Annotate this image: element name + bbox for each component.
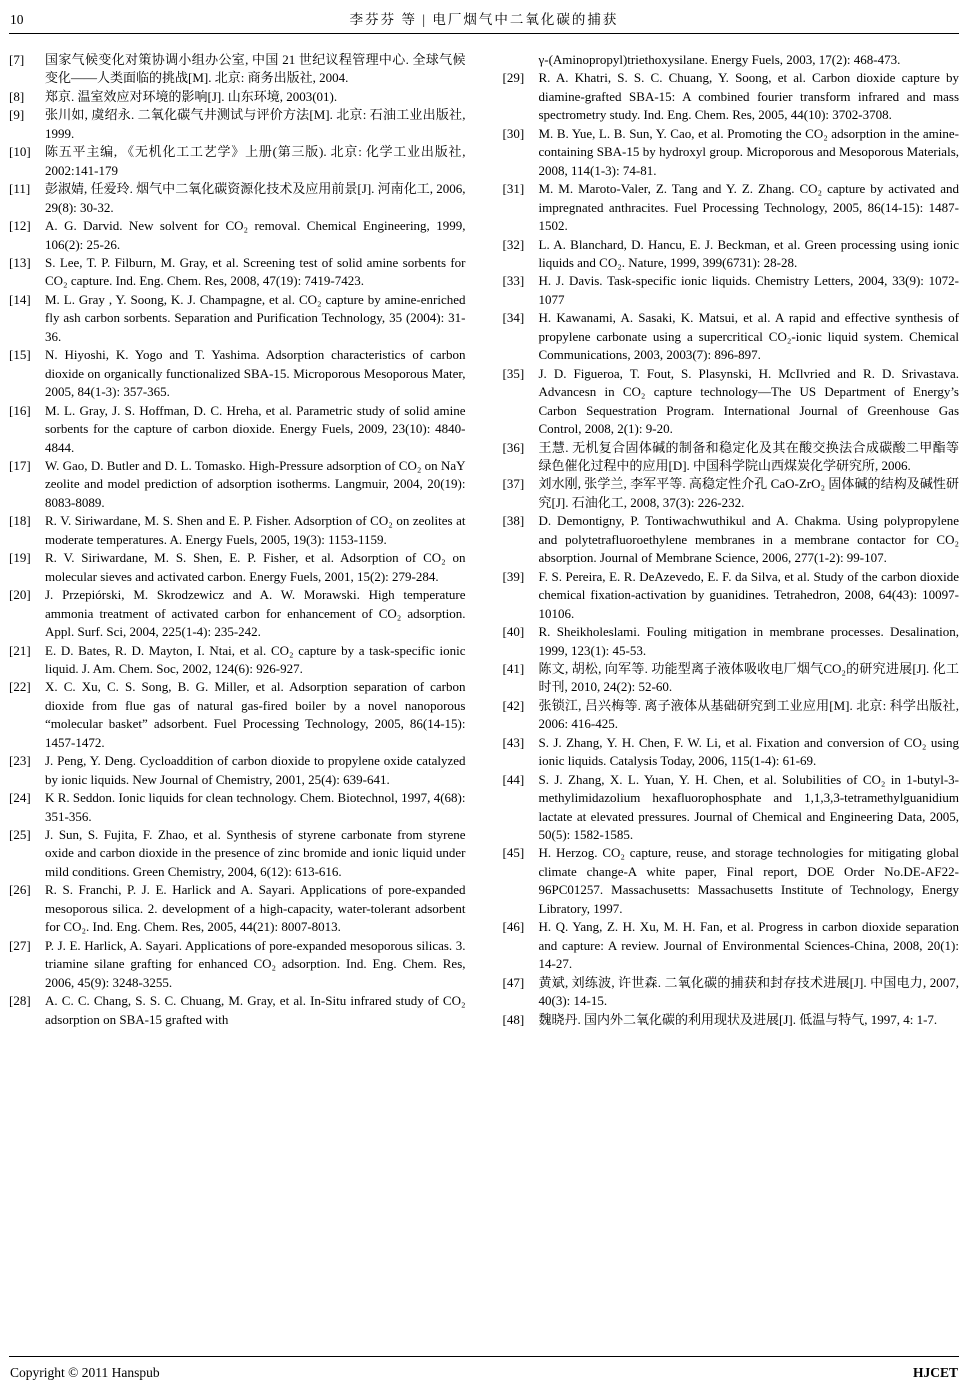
page-header xyxy=(9,6,959,31)
reference-item xyxy=(9,937,466,992)
reference-text: S. J. Zhang, X. L. Yuan, Y. H. Chen, et al. Solubilities of CO₂ in 1-butyl-3-methylimidazolium hexafluorophosphate and 1,1,3,3-tetramethylguanidium lactate at elevated pressures. Journal of Chemical and Engineering Data, 2005, 50(5): 1582-1585. xyxy=(538,771,959,843)
reference-text: A. C. C. Chang, S. S. C. Chuang, M. Gray, et al. In-Situ infrared study of CO₂ adsorption on SBA-15 grafted with xyxy=(45,993,466,1027)
reference-text: F. S. Pereira, E. R. DeAzevedo, E. F. da Silva, et al. Study of the carbon dioxide chemical fixation-activation by guanidines. Tetrahedron, 2008, 64(43): 10097- 10106. xyxy=(538,568,959,621)
reference-number: [40] xyxy=(502,624,525,640)
reference-text: H. Herzog. CO₂ capture, reuse, and storage technologies for mitigating global climate change-A white paper, Final report, DOE Order No.DE-AF22-96PC01257. Massachusetts: Massachusetts Institute of Technology, Energy Libratory, 1997. xyxy=(538,845,959,916)
reference-number: [35] xyxy=(502,365,525,381)
reference-number: [14] xyxy=(9,291,31,307)
reference-item xyxy=(503,236,960,273)
references-right-column xyxy=(503,51,960,1029)
reference-number: [43] xyxy=(502,734,525,750)
reference-item xyxy=(9,346,466,401)
reference-item xyxy=(9,180,466,217)
reference-number: [41] xyxy=(502,660,525,676)
reference-text: 刘水刚, 张学兰, 李军平等. 高稳定性介孔 CaO-ZrO₂ 固体碱的结构及碱性研究[J]. 石油化工, 2008, 37(3): 226-232. xyxy=(538,476,959,510)
reference-number: [11] xyxy=(9,181,31,197)
reference-item xyxy=(503,125,960,180)
reference-item xyxy=(503,51,960,69)
reference-text: E. D. Bates, R. D. Mayton, I. Ntai, et al. CO₂ capture by a task-specific ionic liquid. J. Am. Chem. Soc, 2002, 124(6): 926-927. xyxy=(45,642,466,676)
reference-item xyxy=(9,51,466,88)
running-title: 李芬芬 等 | 电厂烟气中二氧化碳的捕获 xyxy=(349,12,619,27)
reference-text: 彭淑婧, 任爱玲. 烟气中二氧化碳资源化技术及应用前景[J]. 河南化工, 2006, 29(8): 30-32. xyxy=(45,181,466,215)
reference-number xyxy=(503,51,539,69)
reference-item xyxy=(503,512,960,567)
reference-number: [15] xyxy=(9,347,31,363)
reference-item xyxy=(9,457,466,512)
page-number: 10 xyxy=(10,12,24,27)
reference-item xyxy=(503,568,960,623)
page-footer xyxy=(9,1365,959,1381)
reference-number: [13] xyxy=(9,254,31,270)
reference-item xyxy=(9,106,466,143)
reference-number: [8] xyxy=(9,88,25,104)
references-left-column xyxy=(9,51,466,1029)
reference-text: D. Demontigny, P. Tontiwachwuthikul and A. Chakma. Using polypropylene and polytetrafluoroethylene membranes in a membrane contactor for CO₂ absorption. Journal of Membrane Science, 2006, 277(1-2): 99-107. xyxy=(538,513,959,566)
reference-item xyxy=(503,623,960,660)
copyright-text: Copyright © 2011 Hanspub xyxy=(10,1365,160,1380)
reference-number: [38] xyxy=(502,513,525,529)
reference-item xyxy=(503,365,960,439)
reference-item xyxy=(9,217,466,254)
reference-text: X. C. Xu, C. S. Song, B. G. Miller, et al. Adsorption separation of carbon dioxide from flue gas of natural gas-fired boiler by a novel nanoporous “molecular basket” adsorbent. Fuel Processing Technology, 2005, 86(14-15): 1457-1472. xyxy=(45,679,466,750)
reference-number: [33] xyxy=(502,273,525,289)
reference-text: J. D. Figueroa, T. Fout, S. Plasynski, H. McIlvried and R. D. Srivastava. Advancesn in CO₂ capture technology—The US Department of Energy’s Carbon Sequestration Program. International Journal of Greenhouse Gas Control, 2008, 2(1): 9-20. xyxy=(538,365,959,437)
reference-number: [30] xyxy=(502,125,525,141)
reference-item xyxy=(9,678,466,752)
journal-code: HJCET xyxy=(912,1365,958,1380)
reference-item xyxy=(9,992,466,1029)
reference-item xyxy=(503,180,960,235)
reference-item xyxy=(503,309,960,364)
reference-text: 张川如, 虞绍永. 二氧化碳气井测试与评价方法[M]. 北京: 石油工业出版社, 1999. xyxy=(45,107,466,141)
reference-number: [31] xyxy=(502,181,525,197)
reference-item xyxy=(503,69,960,124)
reference-item xyxy=(9,254,466,291)
reference-item xyxy=(9,752,466,789)
reference-text: M. B. Yue, L. B. Sun, Y. Cao, et al. Promoting the CO₂ adsorption in the amine-containing SBA-15 by hydroxyl group. Microporous and Mesoporous Materials, 2008, 114(1-3): 74-81. xyxy=(538,125,959,178)
reference-number: [10] xyxy=(9,144,31,160)
reference-text: 陈文, 胡松, 向军等. 功能型离子液体吸收电厂烟气CO₂的研究进展[J]. 化工时刊, 2010, 24(2): 52-60. xyxy=(538,660,959,695)
reference-number: [42] xyxy=(502,697,525,713)
reference-number: [29] xyxy=(502,70,525,86)
reference-number: [17] xyxy=(9,457,31,473)
reference-number: [32] xyxy=(502,236,525,252)
reference-text: M. M. Maroto-Valer, Z. Tang and Y. Z. Zhang. CO₂ capture by activated and impregnated anthracites. Fuel Processing Technology, 2005, 86(14-15): 1487-1502. xyxy=(538,181,959,234)
reference-number: [44] xyxy=(502,771,525,787)
reference-number: [16] xyxy=(9,402,31,418)
reference-text: K R. Seddon. Ionic liquids for clean technology. Chem. Biotechnol, 1997, 4(68): 351-356. xyxy=(45,790,466,824)
reference-text: H. Kawanami, A. Sasaki, K. Matsui, et al. A rapid and effective synthesis of propylene carbonate using a supercritical CO₂-ionic liquid system. Chemical Communications, 2003, 2003(7): 896-897. xyxy=(538,310,959,363)
reference-number: [25] xyxy=(9,827,31,843)
reference-item xyxy=(503,918,960,973)
reference-number: [46] xyxy=(502,919,525,935)
reference-number: [34] xyxy=(502,310,525,326)
reference-text: W. Gao, D. Butler and D. L. Tomasko. High-Pressure adsorption of CO₂ on NaY zeolite and model prediction of adsorption isotherms. Langmuir, 2004, 20(19): 8083-8089. xyxy=(45,457,466,510)
reference-number: [36] xyxy=(502,439,525,455)
reference-number: [12] xyxy=(9,218,31,234)
reference-number: [19] xyxy=(9,550,31,566)
reference-item xyxy=(9,512,466,549)
reference-number: [24] xyxy=(9,790,31,806)
reference-number: [22] xyxy=(9,679,31,695)
reference-item xyxy=(503,697,960,734)
reference-text: 王慧. 无机复合固体碱的制备和稳定化及其在酸交换法合成碳酸二甲酯等绿色催化过程中的应用[D]. 中国科学院山西煤炭化学研究所, 2006. xyxy=(538,439,959,473)
reference-number: [39] xyxy=(502,568,525,584)
reference-item xyxy=(503,1011,960,1029)
reference-item xyxy=(503,439,960,476)
reference-text: 国家气候变化对策协调小组办公室, 中国 21 世纪议程管理中心. 全球气候变化——人类面临的挑战[M]. 北京: 商务出版社, 2004. xyxy=(45,52,466,86)
reference-number: [47] xyxy=(502,974,525,990)
reference-text: R. V. Siriwardane, M. S. Shen, E. P. Fisher, et al. Adsorption of CO₂ on molecular sieves and activated carbon. Energy Fuels, 2001, 15(2): 279-284. xyxy=(45,550,466,584)
reference-text: S. J. Zhang, Y. H. Chen, F. W. Li, et al. Fixation and conversion of CO₂ using ionic liquids. Catalysis Today, 2006, 115(1-4): 61-69. xyxy=(538,734,959,769)
reference-item xyxy=(9,586,466,641)
reference-item xyxy=(9,881,466,936)
reference-number: [26] xyxy=(9,882,31,898)
reference-number: [48] xyxy=(502,1011,525,1027)
reference-item xyxy=(9,642,466,679)
reference-text: L. A. Blanchard, D. Hancu, E. J. Beckman, et al. Green processing using ionic liquids and CO₂. Nature, 1999, 399(6731): 28-28. xyxy=(538,236,959,270)
reference-text: J. Przepiórski, M. Skrodzewicz and A. W. Morawski. High temperature ammonia treatment of activated carbon for enhancement of CO₂ adsorption. Appl. Surf. Sci, 2004, 225(1-4): 235-242. xyxy=(45,587,466,640)
reference-item xyxy=(503,475,960,512)
reference-number: [45] xyxy=(502,845,525,861)
reference-text: 魏晓丹. 国内外二氧化碳的利用现状及进展[J]. 低温与特气, 1997, 4: 1-7. xyxy=(538,1011,938,1027)
references-section xyxy=(9,34,959,1029)
reference-text: P. J. E. Harlick, A. Sayari. Applications of pore-expanded mesoporous silicas. 3. triamine silane grafting for enhanced CO₂ adsorption. Ind. Eng. Chem. Res, 2006, 45(9): 3248-3255. xyxy=(45,937,466,990)
reference-text: J. Peng, Y. Deng. Cycloaddition of carbon dioxide to propylene oxide catalyzed by ionic liquids. New Journal of Chemistry, 2001, 25(4): 639-641. xyxy=(45,753,466,787)
reference-text: H. J. Davis. Task-specific ionic liquids. Chemistry Letters, 2004, 33(9): 1072-1077 xyxy=(538,273,959,307)
reference-item xyxy=(9,291,466,346)
reference-number: [28] xyxy=(9,993,31,1009)
reference-number: [27] xyxy=(9,937,31,953)
reference-text: S. Lee, T. P. Filburn, M. Gray, et al. Screening test of solid amine sorbents for CO₂ capture. Ind. Eng. Chem. Res, 2008, 47(19): 7419-7423. xyxy=(45,254,466,289)
reference-number: [9] xyxy=(9,107,25,123)
reference-text: A. G. Darvid. New solvent for CO₂ removal. Chemical Engineering, 1999, 106(2): 25-26. xyxy=(45,218,466,252)
reference-item xyxy=(503,844,960,918)
reference-item xyxy=(9,789,466,826)
reference-text: R. A. Khatri, S. S. C. Chuang, Y. Soong, et al. Carbon dioxide capture by diamine-grafted SBA-15: A combined fourier transform infrared and mass spectrometry study. Ind. Eng. Chem. Res, 2005, 44(10): 3702-3708. xyxy=(538,70,959,123)
footer-divider xyxy=(9,1356,959,1357)
reference-text: H. Q. Yang, Z. H. Xu, M. H. Fan, et al. Progress in carbon dioxide separation and capture: A review. Journal of Environmental Sciences-China, 2008, 20(1): 14-27. xyxy=(538,919,959,972)
reference-number: [7] xyxy=(9,52,25,67)
reference-text: N. Hiyoshi, K. Yogo and T. Yashima. Adsorption characteristics of carbon dioxide on organically functionalized SBA-15. Microporous Mesoporous Mater, 2005, 84(1-3): 357-365. xyxy=(45,347,466,400)
reference-item xyxy=(503,660,960,697)
reference-text: M. L. Gray, J. S. Hoffman, D. C. Hreha, et al. Parametric study of solid amine sorbents for the capture of carbon dioxide. Energy Fuels, 2009, 23(10): 4840-4844. xyxy=(45,402,466,455)
reference-number: [18] xyxy=(9,513,31,529)
reference-item xyxy=(503,734,960,771)
reference-text: R. S. Franchi, P. J. E. Harlick and A. Sayari. Applications of pore-expanded mesoporous silica. 2. development of a high-capacity, water-tolerant adsorbent for CO₂. Ind. Eng. Chem. Res, 2005, 44(21): 8007-8013. xyxy=(45,882,466,935)
reference-item xyxy=(9,826,466,881)
reference-number: [20] xyxy=(9,587,31,603)
reference-item xyxy=(9,143,466,180)
reference-text: R. Sheikholeslami. Fouling mitigation in membrane processes. Desalination, 1999, 123(1): 45-53. xyxy=(538,624,959,658)
reference-text: γ-(Aminopropyl)triethoxysilane. Energy Fuels, 2003, 17(2): 468-473. xyxy=(538,52,901,67)
reference-item xyxy=(9,402,466,457)
reference-item xyxy=(503,974,960,1011)
reference-text: 张锁江, 吕兴梅等. 离子液体从基础研究到工业应用[M]. 北京: 科学出版社, 2006: 416-425. xyxy=(538,697,959,732)
reference-item xyxy=(503,272,960,309)
reference-number: [37] xyxy=(502,476,525,492)
reference-number: [21] xyxy=(9,642,31,658)
reference-text: M. L. Gray , Y. Soong, K. J. Champagne, et al. CO₂ capture by amine-enriched fly ash carbon sorbents. Separation and Purification Technology, 35 (2004): 31-36. xyxy=(45,291,466,344)
reference-item xyxy=(9,549,466,586)
reference-text: 郑京. 温室效应对环境的影响[J]. 山东环境, 2003(01). xyxy=(45,88,338,104)
reference-item xyxy=(503,771,960,845)
reference-text: J. Sun, S. Fujita, F. Zhao, et al. Synthesis of styrene carbonate from styrene oxide and carbon dioxide in the presence of zinc bromide and ionic liquid under mild conditions. Green Chemistry, 2004, 6(12): 613-616. xyxy=(45,827,466,879)
reference-text: R. V. Siriwardane, M. S. Shen and E. P. Fisher. Adsorption of CO₂ on zeolites at moderate temperatures. A. Energy Fuels, 2005, 19(3): 1153-1159. xyxy=(45,513,466,547)
reference-item xyxy=(9,88,466,106)
reference-text: 陈五平主编, 《无机化工工艺学》上册(第三版). 北京: 化学工业出版社, 2002:141-179 xyxy=(45,144,466,178)
reference-number: [23] xyxy=(9,753,31,769)
reference-text: 黄斌, 刘练波, 许世森. 二氧化碳的捕获和封存技术进展[J]. 中国电力, 2007, 40(3): 14-15. xyxy=(538,974,959,1009)
